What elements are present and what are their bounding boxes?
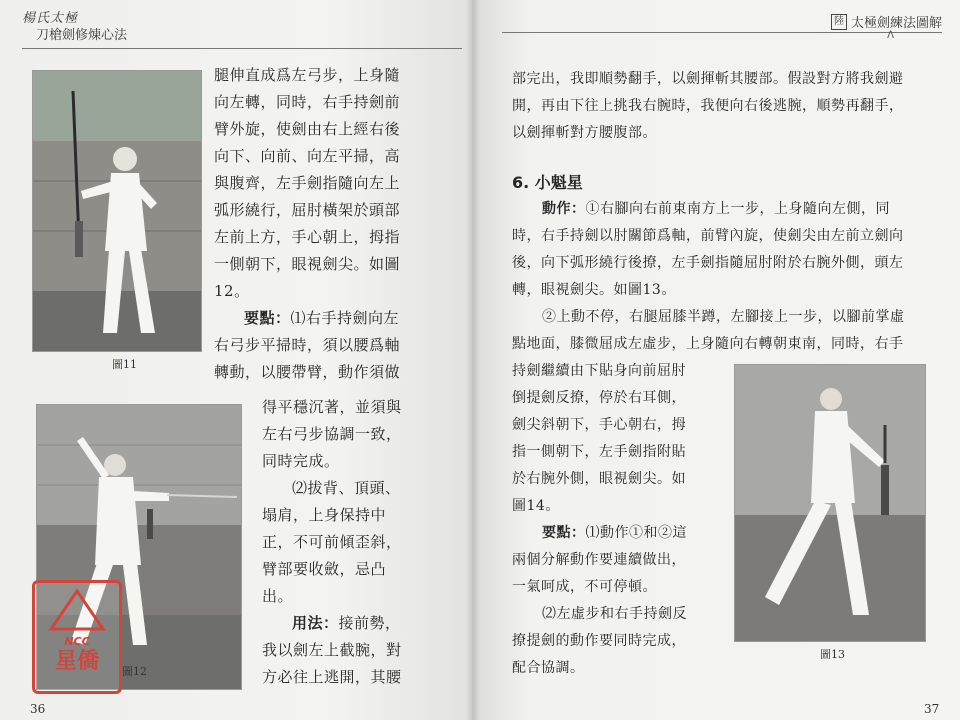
text-line: 方必往上逃開，其腰	[262, 668, 402, 686]
figure-11-caption: 圖11	[112, 358, 137, 371]
text-line: 臂部要收斂，忌凸	[262, 560, 387, 578]
left-page-number: 36	[30, 702, 46, 716]
text-line: 與腹齊，左手劍指隨向左上	[214, 174, 401, 192]
text-line: 轉動，以腰帶臂，動作須做	[214, 363, 401, 381]
text-line: 臂外旋，使劍由右上經右後	[214, 120, 401, 138]
text-line: 一氣呵成，不可停頓。	[512, 579, 657, 595]
text-line: 部完出，我即順勢翻手，以劍揮斬其腰部。假設對方將我劍避	[512, 71, 904, 87]
triangle-icon	[35, 583, 119, 639]
figure-12-caption: 圖12	[122, 665, 147, 678]
text-line: 劍尖斜朝下，手心朝右，拇	[512, 417, 686, 433]
figure-13-illustration	[735, 365, 925, 641]
stamp-ncc-text: NCC	[64, 635, 90, 648]
text-line: 12。	[214, 282, 250, 300]
usage-label: 用法：	[292, 614, 339, 632]
header-rule	[502, 32, 942, 33]
keypoints-text: ⑴動作①和②這	[585, 525, 687, 541]
left-page	[0, 0, 472, 720]
text-line: 右弓步平掃時，須以腰爲軸	[214, 336, 401, 354]
text-line: ②上動不停，右腿屈膝半蹲，左腳接上一步，以腳前掌虛	[542, 309, 905, 325]
text-line: 於右腕外側，眼視劍尖。如	[512, 471, 686, 487]
text-line: 時，右手持劍以肘關節爲軸，前臂內旋，使劍尖由左前立劍向	[512, 228, 904, 244]
right-text-beside-photo	[512, 358, 687, 682]
right-page-number: 37	[924, 702, 940, 716]
text-line: 左前上方，手心朝上，拇指	[214, 228, 401, 246]
action-text: ①右腳向右前東南方上一步，上身隨向左側，同	[585, 201, 890, 217]
action-label: 動作：	[542, 201, 586, 217]
text-line: 指一側朝下，左手劍指附貼	[512, 444, 686, 460]
text-line: 兩個分解動作要連續做出，	[512, 552, 686, 568]
header-rule	[22, 48, 462, 49]
text-line: 轉，眼視劍尖。如圖13。	[512, 282, 676, 298]
figure-13-photo	[734, 364, 926, 642]
left-text-upper	[214, 62, 400, 386]
text-line: 以劍揮斬對方腰腹部。	[512, 125, 657, 141]
chapter-badge: 陸	[831, 14, 847, 30]
figure-11-photo	[32, 70, 202, 352]
keypoints-text: ⑴右手持劍向左	[290, 309, 400, 327]
left-text-beside-photo	[262, 394, 402, 691]
text-line: 向下、向前、向左平掃，高	[214, 147, 401, 165]
right-running-header	[831, 12, 942, 31]
text-line: 同時完成。	[262, 452, 340, 470]
stamp-xingqiao-text: 星僑	[54, 649, 99, 674]
action-line	[512, 196, 905, 223]
keypoints-label: 要點：	[244, 309, 291, 327]
ncc-watermark-stamp	[32, 580, 122, 694]
usage-text: 接前勢，	[338, 614, 401, 632]
text-line: 腿伸直成爲左弓步，上身隨	[214, 66, 401, 84]
header-chapter-title: 太極劍練法圖解	[850, 16, 942, 31]
text-line: 後，向下弧形繞行後撩，左手劍指隨屈肘附於右腕外側，頭左	[512, 255, 904, 271]
text-line: 持劍繼續由下貼身向前屈肘	[512, 363, 686, 379]
figure-11-illustration	[33, 71, 201, 351]
text-line: 配合協調。	[512, 660, 585, 676]
text-line: 正，不可前傾歪斜，	[262, 533, 402, 551]
keypoints-line	[512, 520, 687, 547]
text-line: 出。	[262, 587, 294, 605]
text-line: 向左轉，同時，右手持劍前	[214, 93, 401, 111]
text-line: 左右弓步協調一致，	[262, 425, 402, 443]
left-running-header	[22, 10, 127, 44]
book-spine-shadow	[466, 0, 480, 720]
keypoints-label: 要點：	[542, 525, 586, 541]
keypoints-line	[214, 305, 400, 332]
text-line: 點地面，膝微屈成左虛步，上身隨向右轉朝東南，同時，右手	[512, 336, 904, 352]
text-line: 一側朝下，眼視劍尖。如圖	[214, 255, 401, 273]
right-text-intro	[512, 66, 904, 147]
header-series-title: 楊氏太極	[22, 11, 79, 26]
figure-13-caption: 圖13	[820, 648, 845, 661]
text-line: 塌肩，上身保持中	[262, 506, 387, 524]
text-line: 弧形繞行，屈肘橫架於頭部	[214, 201, 401, 219]
text-line: ⑵左虛步和右手持劍反	[542, 606, 687, 622]
text-line: ⑵拔背、頂頭、	[292, 479, 401, 497]
text-line: 撩提劍的動作要同時完成，	[512, 633, 686, 649]
section-title: 6. 小魁星	[512, 173, 583, 192]
right-text-action	[512, 196, 905, 358]
text-line: 倒提劍反撩，停於右耳側，	[512, 390, 686, 406]
header-mark: ᐱ	[887, 30, 894, 41]
text-line: 得平穩沉著，並須與	[262, 398, 402, 416]
header-book-title: 刀槍劍修煉心法	[36, 28, 128, 43]
text-line: 我以劍左上截腕，對	[262, 641, 402, 659]
text-line: 開，再由下往上挑我右腕時，我便向右後逃腕，順勢再翻手，	[512, 98, 904, 114]
usage-line	[262, 610, 402, 637]
text-line: 圖14。	[512, 498, 560, 514]
